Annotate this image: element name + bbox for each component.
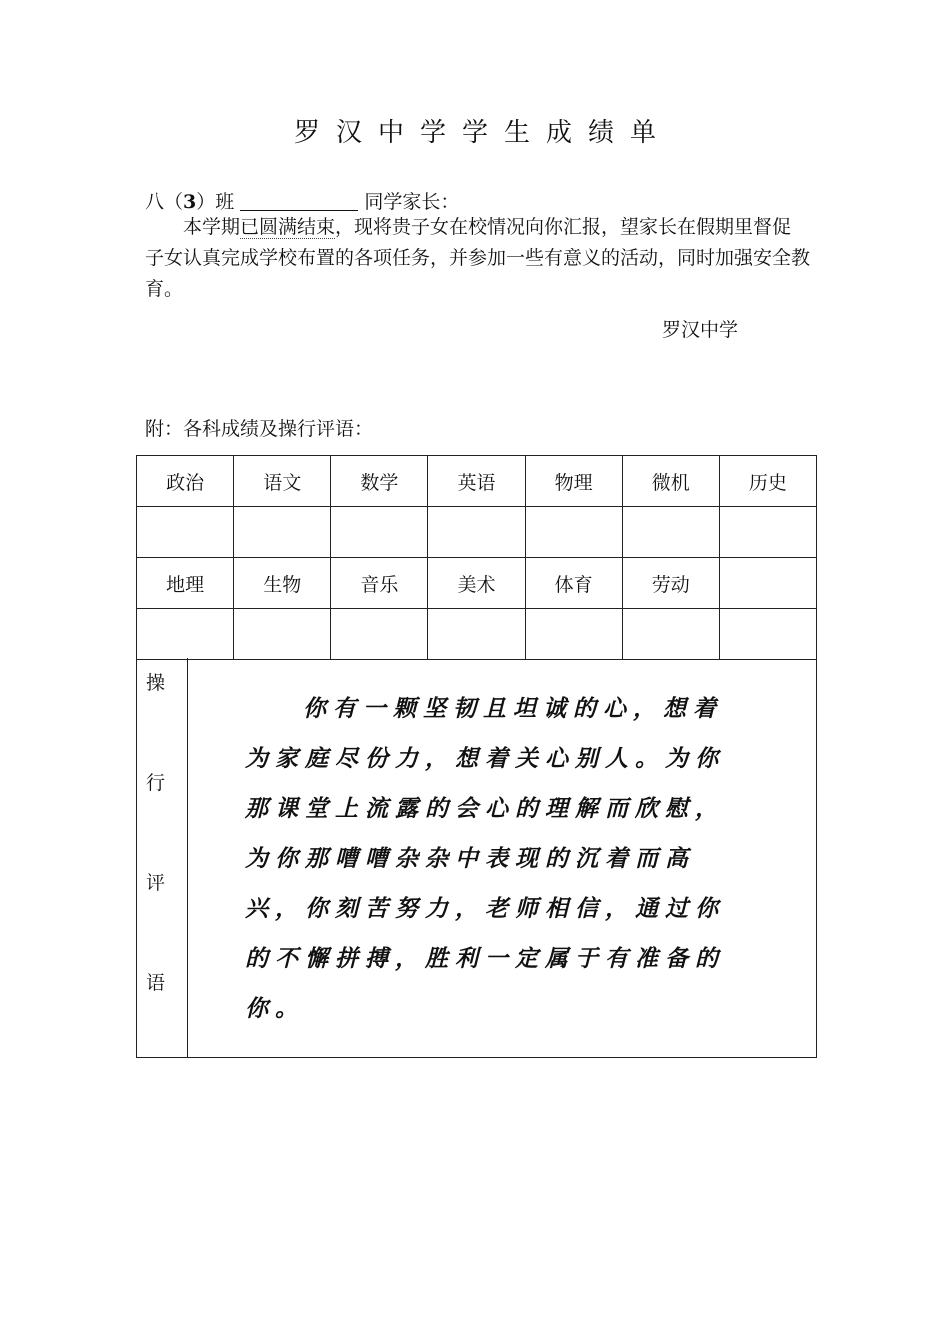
- subject-cell: 语文: [234, 456, 331, 507]
- remark-label-char: 评: [146, 872, 166, 894]
- addressee-line: [145, 187, 459, 214]
- subject-cell: 地理: [137, 558, 234, 609]
- letter-body-part1: 本学期: [183, 216, 241, 238]
- class-prefix: 八（: [145, 191, 184, 213]
- remark-label-char: 语: [146, 972, 166, 994]
- conduct-remark-box: [136, 658, 817, 1058]
- remark-label-char: 操: [146, 672, 166, 694]
- score-cell[interactable]: [137, 507, 234, 558]
- teacher-comment: 你有一颗坚韧且坦诚的心，想着为家庭尽份力，想着关心别人。为你那课堂上流露的会心的理解而欣慰，为你那嘈嘈杂杂中表现的沉着而高兴，你刻苦努力，老师相信，通过你的不懈拼搏，胜利一定属于有准备的你。: [245, 695, 725, 1022]
- student-name-blank: [240, 191, 358, 211]
- score-cell[interactable]: [622, 609, 719, 660]
- score-cell[interactable]: [428, 609, 525, 660]
- letter-body: [145, 212, 810, 305]
- subject-cell: 音乐: [331, 558, 428, 609]
- class-suffix: ）班: [196, 191, 235, 213]
- subject-cell: 微机: [622, 456, 719, 507]
- subject-cell: 政治: [137, 456, 234, 507]
- letter-body-part2: 已圆满结束: [240, 216, 336, 238]
- greeting: 同学家长：: [364, 191, 460, 213]
- attachment-label: 附：各科成绩及操行评语：: [145, 418, 374, 440]
- score-cell[interactable]: [137, 609, 234, 660]
- subject-cell: 美术: [428, 558, 525, 609]
- letter-body-part3: ，现将贵子女在校情况向你汇报，望家长在假期里督促子女认真完成学校布置的各项任务，并参加一些有意义的活动，同时加强安全教育。: [145, 216, 811, 300]
- score-cell[interactable]: [428, 507, 525, 558]
- remark-label-column: [137, 658, 188, 1057]
- score-cell[interactable]: [719, 507, 816, 558]
- subject-cell: 历史: [719, 456, 816, 507]
- score-cell[interactable]: [719, 609, 816, 660]
- subject-cell: [719, 558, 816, 609]
- score-cell[interactable]: [525, 507, 622, 558]
- subject-cell: 数学: [331, 456, 428, 507]
- page-title: 罗汉中学学生成绩单: [293, 118, 672, 148]
- score-cell[interactable]: [331, 507, 428, 558]
- subject-row-2: [137, 558, 817, 609]
- remark-label-char: 行: [146, 772, 166, 794]
- score-cell[interactable]: [331, 609, 428, 660]
- score-cell[interactable]: [622, 507, 719, 558]
- subject-cell: 劳动: [622, 558, 719, 609]
- subject-cell: 体育: [525, 558, 622, 609]
- grades-table: [136, 455, 817, 660]
- subject-cell: 英语: [428, 456, 525, 507]
- signature: 罗汉中学: [662, 319, 739, 341]
- subject-row-1: [137, 456, 817, 507]
- score-cell[interactable]: [525, 609, 622, 660]
- score-row-1: [137, 507, 817, 558]
- score-cell[interactable]: [234, 609, 331, 660]
- score-row-2: [137, 609, 817, 660]
- subject-cell: 生物: [234, 558, 331, 609]
- subject-cell: 物理: [525, 456, 622, 507]
- score-cell[interactable]: [234, 507, 331, 558]
- class-number: 3: [183, 191, 197, 213]
